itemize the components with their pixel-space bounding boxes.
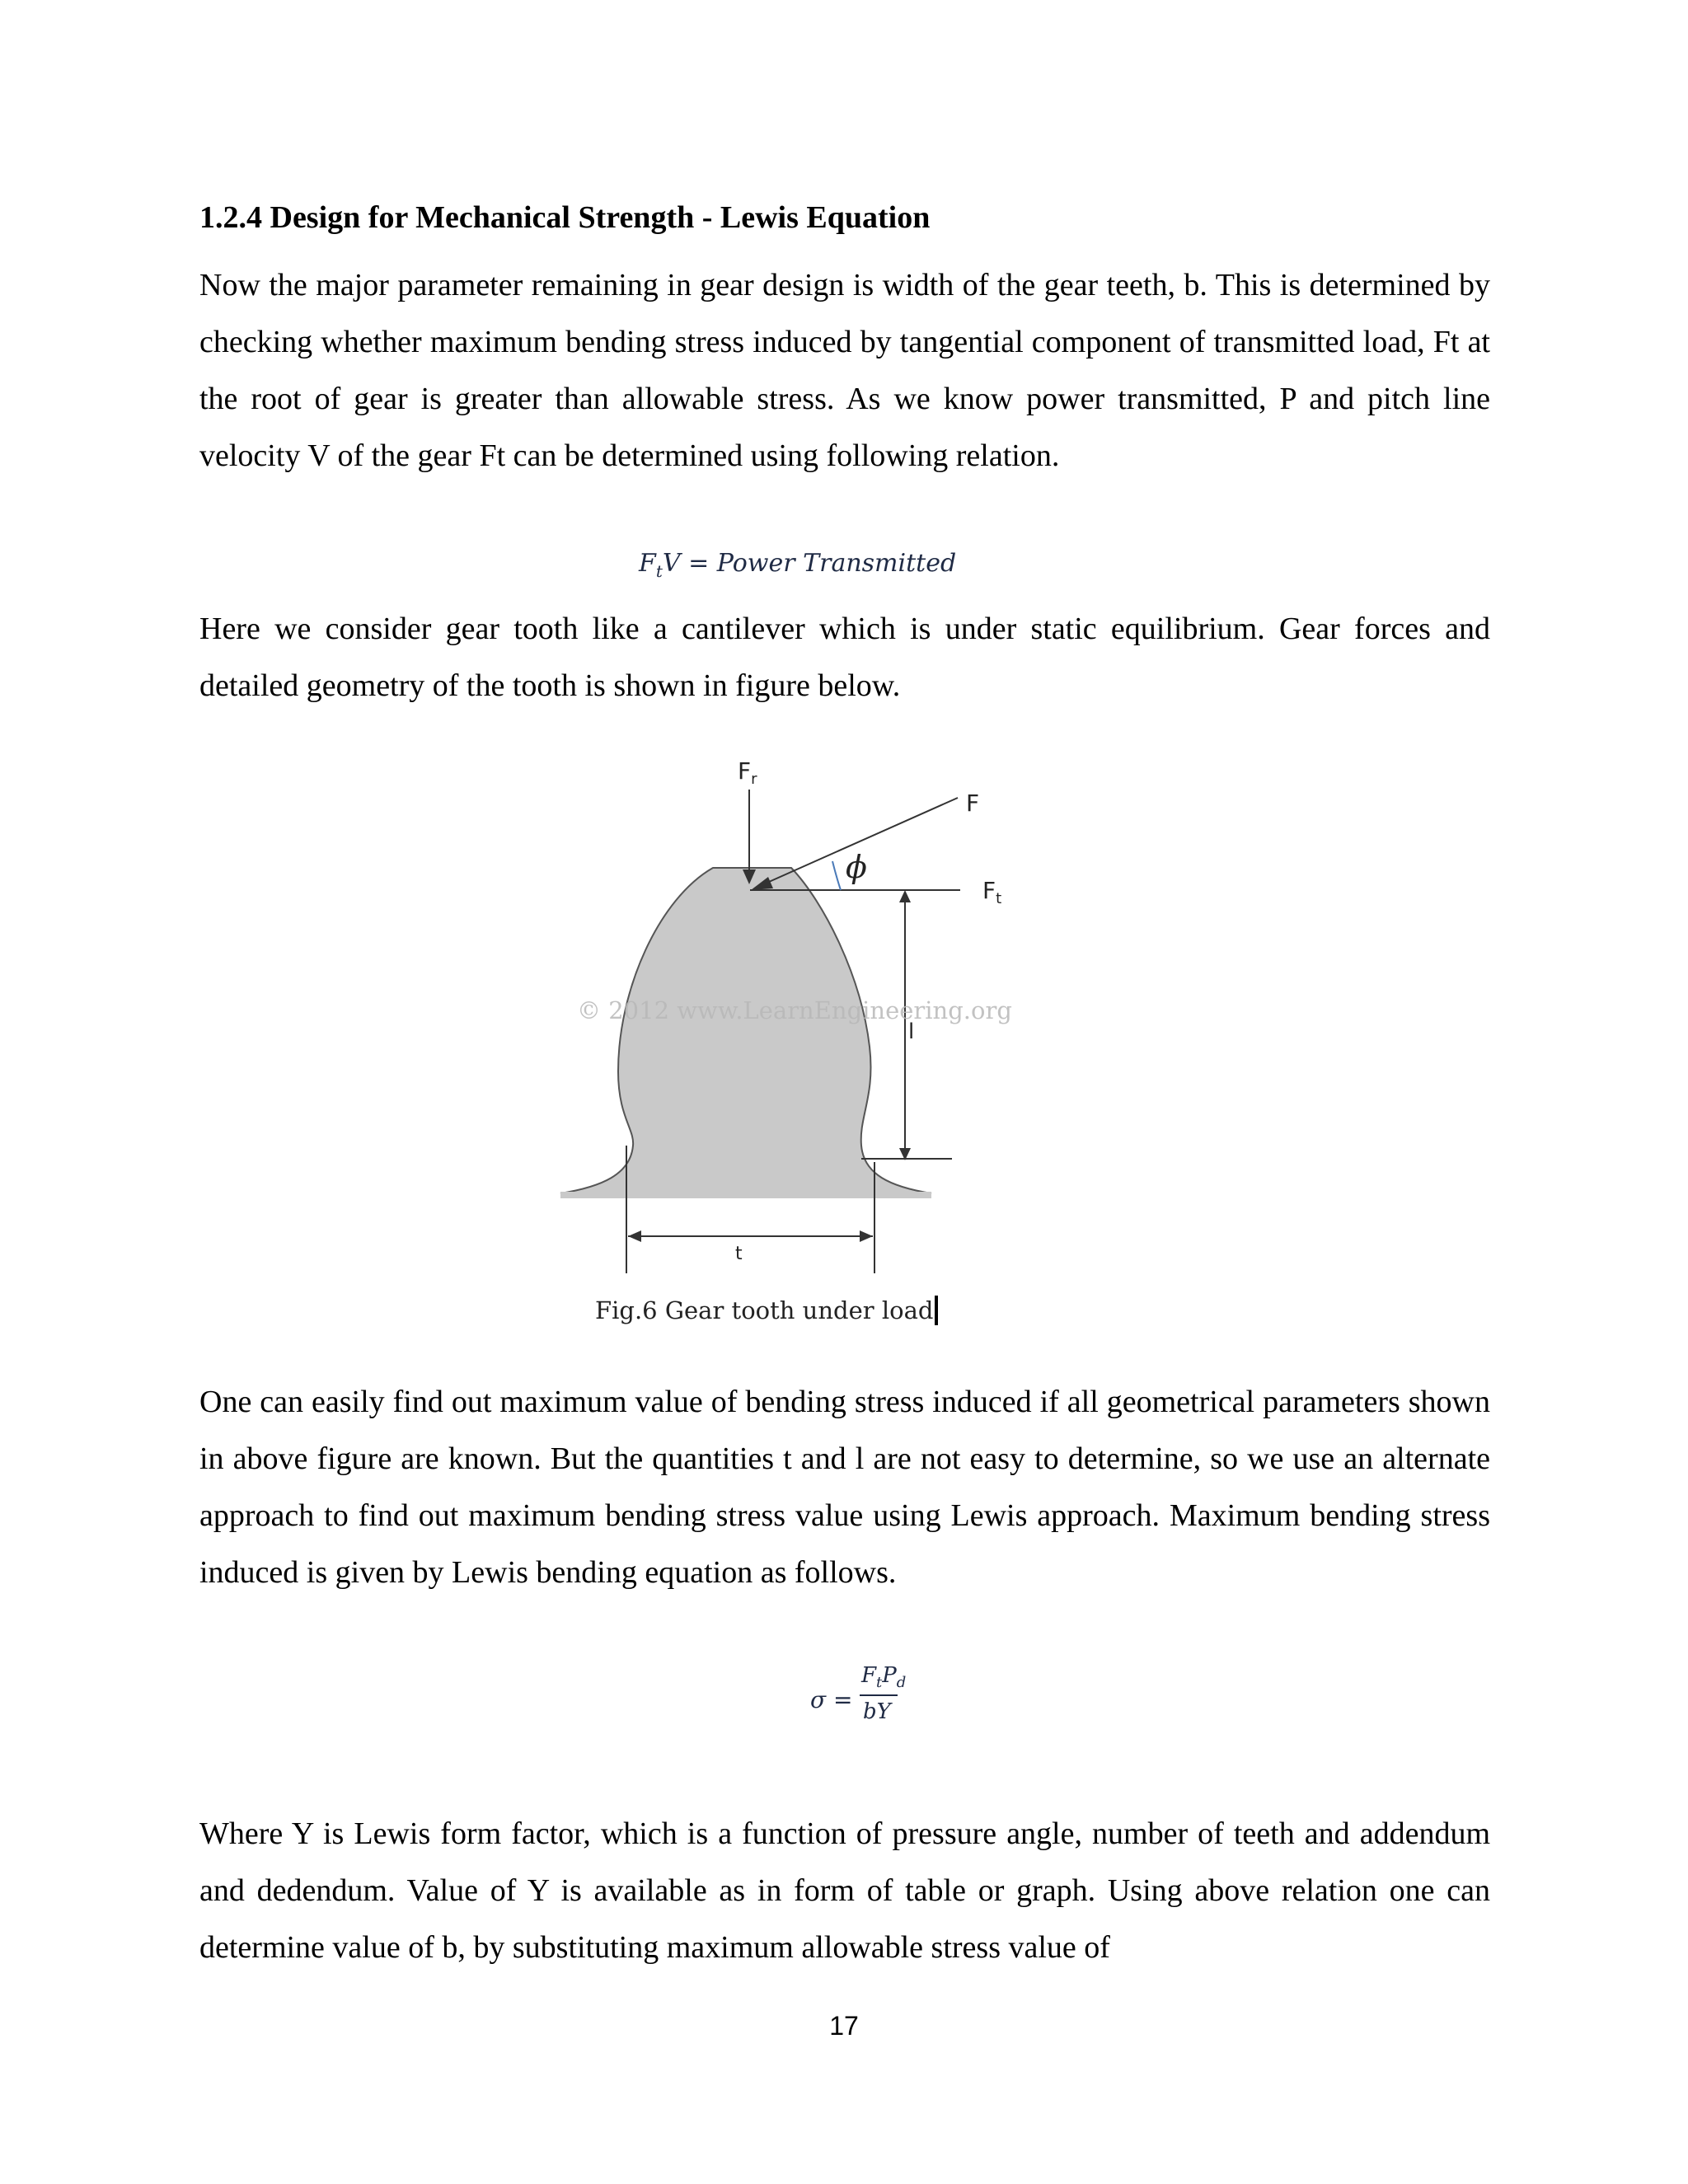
paragraph-intro: Now the major parameter remaining in gear design is width of the gear teeth, b. This is determined by checking whether maximum bending stress induced by tangential component of transmitted load, Ft at the root of gear is greater than allowable stress. As we know power transmitted, P and pitch line velocity V of the gear Ft can be determined using following relation.: [199, 268, 1490, 473]
label-t: t: [735, 1244, 743, 1264]
t-arrowhead-left: [628, 1230, 641, 1242]
l-arrowhead-top: [899, 890, 911, 902]
label-phi: ϕ: [846, 849, 867, 885]
paragraph-form-factor: Where Y is Lewis form factor, which is a function of pressure angle, number of teeth and addendum and dedendum. Value of Y is available as in form of table or graph. Using above relation one can determine value of b, by substituting maximum allowable stress value of: [199, 1816, 1490, 1965]
page-number: 17: [829, 2011, 859, 2041]
text-cursor: [935, 1296, 938, 1325]
figure-caption: [595, 1296, 934, 1325]
label-f: F: [966, 790, 980, 817]
phi-arc: [832, 861, 841, 890]
eq2-numerator: $F_tP_d$: [861, 1663, 907, 1692]
label-l: l: [908, 1019, 915, 1044]
eq2-denominator: bY: [863, 1699, 891, 1724]
paragraph-cantilever: Here we consider gear tooth like a cantilever which is under static equilibrium. Gear forces and detailed geometry of the tooth is shown in figure below.: [199, 612, 1490, 703]
eq1-t-subscript: t: [655, 561, 663, 581]
gear-tooth-figure: [552, 742, 1063, 1335]
paragraph-bending-stress: One can easily find out maximum value of bending stress induced if all geometrical parameters shown in above figure are known. But the quantities t and l are not easy to determine, so we use an alternate approach to find out maximum bending stress value using Lewis approach. Maximum bending stress induced is given by Lewis bending equation as follows.: [199, 1385, 1490, 1590]
gear-tooth-shape: [560, 868, 931, 1193]
figure-caption-text: Fig.6 Gear tooth under load: [595, 1296, 934, 1324]
gear-tooth-diagram: [552, 742, 1063, 1335]
equation-power-transmitted: [639, 549, 968, 590]
label-ft: $F_t$: [982, 877, 1002, 907]
gear-root-fill: [560, 1192, 931, 1198]
eq2-lhs: σ =: [810, 1686, 853, 1713]
eq2-fraction-bar: [860, 1694, 898, 1696]
watermark-text: © 2012 www.LearnEngineering.org: [577, 996, 1012, 1024]
section-heading: 1.2.4 Design for Mechanical Strength - Lewis Equation: [199, 200, 931, 235]
equation-lewis: [804, 1663, 927, 1729]
label-fr: $F_r$: [738, 757, 757, 788]
eq1-f: F: [639, 549, 656, 578]
t-arrowhead-right: [860, 1230, 873, 1242]
eq1-rest: V = Power Transmitted: [662, 549, 957, 578]
